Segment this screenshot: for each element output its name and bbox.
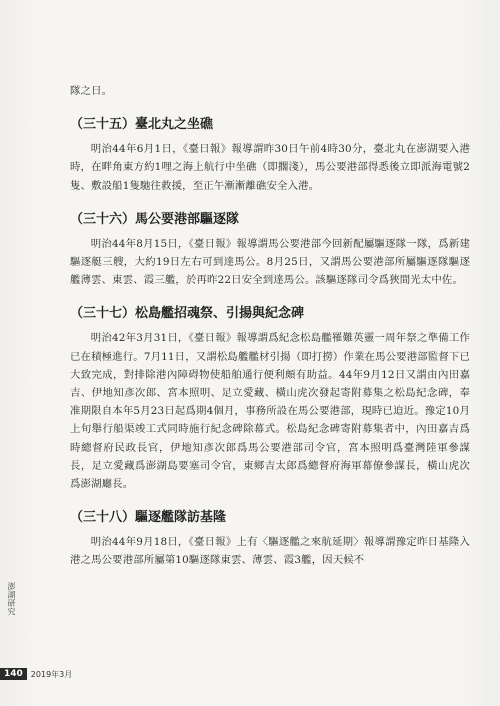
section-paragraph: 明治44年9月18日，《臺日報》上有〈驅逐艦之來航延期〉報導謂豫定昨日基隆入港之馬公要港部所屬第10驅逐隊東雲、薄雲、霞3艦，因天候不 <box>70 536 470 567</box>
page-number: 140 <box>0 668 27 680</box>
journal-side-label: 澎湖研究 <box>7 582 16 616</box>
intro-text: 隊之日。 <box>70 85 113 97</box>
section-heading: （三十六）馬公要港部驅逐隊 <box>70 211 240 227</box>
section-heading: （三十八）驅逐艦隊訪基隆 <box>70 510 227 526</box>
article-body <box>70 82 470 570</box>
section-37 <box>70 305 470 493</box>
section-paragraph: 明治42年3月31日，《臺日報》報導謂爲紀念松島艦罹難英靈一周年祭之準備工作已在積極進行。7月11日，又謂松島艦艦材引揚（即打撈）作業在馬公要港部監督下已大致完成，對排除港內障碍物使船舶通行便利頗有助益。44年9月12日又謂由內田嘉吉、伊地知彥次郎、宮本照明、足立愛藏、橫山虎次發起寄附募集之松島紀念碑，奉准期限自本年5月23日起爲期4個月，事務所設在馬公要港部，現時已迫近。豫定10月上旬舉行船渠竣工式同時施行紀念碑除幕式。松島紀念碑寄附募集者中，內田嘉吉爲時總督府民政長官，伊地知彥次郎爲馬公要港部司令官，宮本照明爲臺灣陸軍參謀長，足立愛藏爲澎湖島要塞司令官，東鄉吉太郎爲總督府海軍幕僚參謀長，橫山虎次爲澎湖廳長。 <box>70 332 470 491</box>
section-paragraph: 明治44年6月1日，《臺日報》報導謂昨30日午前4時30分，臺北丸在澎湖要入港時，在畔角東方約1哩之海上航行中坐礁（即擱淺），馬公要港部得悉後立即派海電號2隻、敷設船1隻馳往救援，至正午漸漸離礁安全入港。 <box>70 143 470 192</box>
section-heading: （三十五）臺北丸之坐礁 <box>70 117 214 133</box>
issue-date: 2019年3月 <box>30 669 73 679</box>
page-footer <box>0 668 72 680</box>
section-paragraph: 明治44年8月15日，《臺日報》報導謂馬公要港部今回新配屬驅逐隊一隊，爲新建驅逐艇三艘，大約19日左右可到達馬公。8月25日，又謂馬公要港部所屬驅逐隊驅逐艦薄雲、東雲、霞三艦，於再昨22日安全到達馬公。該驅逐隊司令爲狹間光太中佐。 <box>70 237 470 287</box>
section-38 <box>70 509 470 569</box>
section-36 <box>70 211 470 290</box>
section-35 <box>70 116 470 195</box>
section-heading: （三十七）松島艦招魂祭、引揚與紀念碑 <box>70 306 305 322</box>
